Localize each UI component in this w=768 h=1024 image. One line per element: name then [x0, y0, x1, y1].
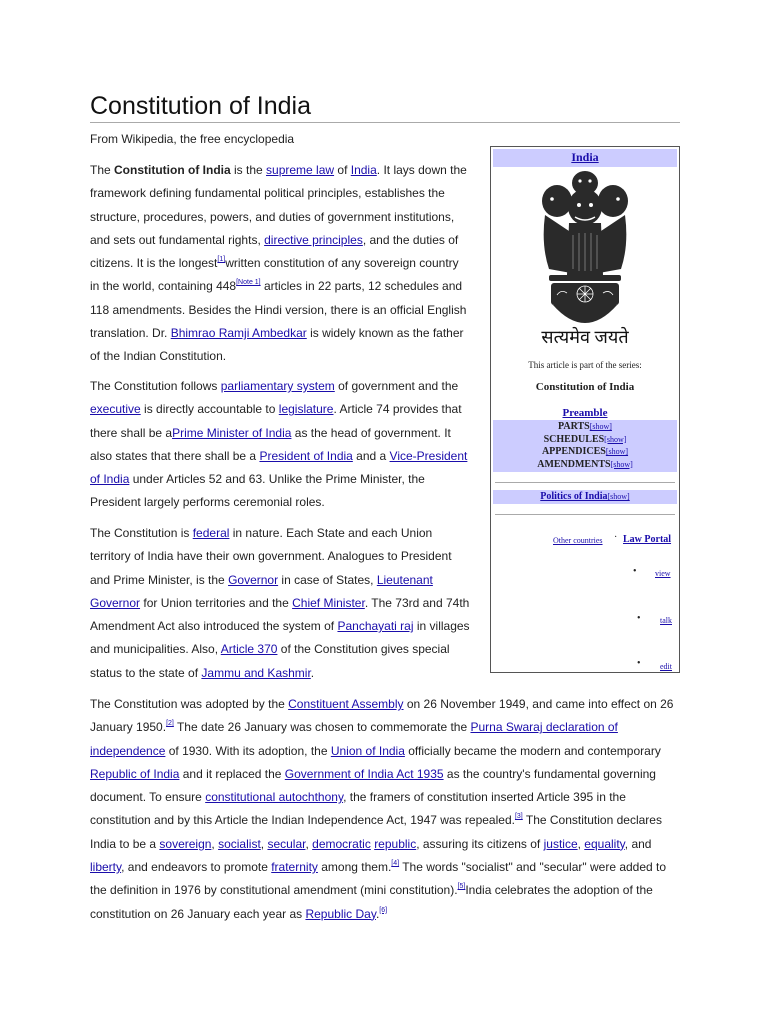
- link-fraternity[interactable]: fraternity: [271, 860, 318, 875]
- title-divider: [90, 122, 680, 123]
- politics-row: [493, 490, 677, 504]
- link-vice-president[interactable]: Vice-President of India: [90, 448, 468, 487]
- page-title: Constitution of India: [90, 92, 311, 120]
- bullet-icon: •: [633, 566, 637, 577]
- navbox-sections: [493, 420, 677, 472]
- link-lieutenant-governor[interactable]: Lieutenant Governor: [90, 572, 433, 610]
- link-sovereign[interactable]: sovereign: [159, 836, 212, 851]
- citation-5[interactable]: [5]: [457, 883, 466, 891]
- bullet-icon: •: [637, 613, 641, 624]
- federal-paragraph: The Constitution is federal in nature. Each State and each Union territory of India have their own government. Analogues to President and Prime Minister, is the Governor in case of States, Lieutenant Governor for Union territories and the Chief Minister. The 73rd and 74th Amendment Act also introduced the system of Panchayati raj in villages and municipalities. Also, Article 370 of the Constitution gives special status to the state of Jammu and Kashmir.: [90, 526, 470, 680]
- show-toggle-appendices[interactable]: [show]: [605, 447, 629, 456]
- show-toggle-politics[interactable]: [show]: [607, 492, 630, 501]
- link-federal[interactable]: federal: [192, 526, 230, 540]
- link-prime-minister[interactable]: Prime Minister of India: [172, 425, 292, 440]
- navbox-row-parts: PARTS[show]: [558, 421, 612, 432]
- link-constitutional-autochthony[interactable]: constitutional autochthony: [205, 790, 344, 805]
- bullet-icon: •: [637, 658, 641, 669]
- national-motto: सत्यमेव जयते: [541, 327, 629, 347]
- link-chief-minister[interactable]: Chief Minister: [292, 595, 365, 610]
- government-paragraph: The Constitution follows parliamentary system of government and the executive is directly accountable to legislature. Article 74 provides that there shall be aPrime Minister of India as the head of government. It also states that there shall be a President of India and a Vice-President of India under Articles 52 and 63. Unlike the Prime Minister, the President largely performs ceremonial roles.: [90, 379, 468, 510]
- link-legislature[interactable]: legislature: [278, 402, 334, 417]
- link-democratic[interactable]: democratic: [312, 836, 371, 851]
- link-governor[interactable]: Governor: [228, 572, 279, 587]
- link-india[interactable]: India: [350, 163, 377, 177]
- citation-2[interactable]: [2]: [166, 720, 174, 728]
- link-republic-of-india[interactable]: Republic of India: [90, 766, 180, 781]
- citation-note-1[interactable]: [Note 1]: [236, 279, 261, 287]
- link-constituent-assembly[interactable]: Constituent Assembly: [288, 697, 404, 711]
- link-executive[interactable]: executive: [90, 402, 141, 417]
- link-purna-swaraj[interactable]: Purna Swaraj declaration of independence: [90, 720, 618, 758]
- other-countries-link[interactable]: Other countries: [553, 536, 603, 545]
- show-toggle-schedules[interactable]: [show]: [604, 434, 627, 444]
- preamble-link[interactable]: Preamble: [562, 407, 608, 419]
- navbox-row-amendments: AMENDMENTS[show]: [537, 458, 633, 470]
- intro-paragraph: The Constitution of India is the supreme law of India. It lays down the framework defining fundamental political principles, establishes the structure, procedures, powers, and duties of government institutions, and sets out fundamental rights, directive principles, and the duties of citizens. It is the longest[1]written constitution of any sovereign country in the world, containing 448[Note 1] articles in 22 parts, 12 schedules and 118 amendments. Besides the Hindi version, there is an official English translation. Dr. Bhimrao Ramji Ambedkar is widely known as the father of the Indian Constitution.: [90, 163, 467, 364]
- lion-capital-emblem-icon: [531, 165, 639, 345]
- link-union-of-india[interactable]: Union of India: [330, 743, 405, 758]
- link-goi-act-1935[interactable]: Government of India Act 1935: [284, 766, 444, 781]
- infobox-divider: [495, 482, 675, 483]
- view-template-link[interactable]: view: [655, 569, 671, 578]
- talk-template-link[interactable]: talk: [660, 616, 672, 625]
- page-tagline: From Wikipedia, the free encyclopedia: [90, 132, 295, 146]
- series-caption: This article is part of the series:: [528, 360, 642, 370]
- citation-4[interactable]: [4]: [391, 860, 400, 868]
- link-directive-principles[interactable]: directive principles: [264, 232, 363, 247]
- series-title: Constitution of India: [535, 381, 635, 393]
- infobox-india-link[interactable]: India: [571, 150, 599, 164]
- link-republic-day[interactable]: Republic Day: [305, 906, 376, 921]
- link-republic[interactable]: republic: [374, 836, 417, 851]
- link-panchayati-raj[interactable]: Panchayati raj: [337, 619, 414, 634]
- series-infobox: [490, 146, 680, 673]
- article-subject: Constitution of India: [114, 163, 231, 177]
- navbox-row-appendices: APPENDICES[show]: [541, 446, 629, 457]
- link-parliamentary-system[interactable]: parliamentary system: [220, 379, 335, 393]
- adoption-paragraph: The Constitution was adopted by the Constituent Assembly on 26 November 1949, and came into effect on 26 January 1950.[2] The date 26 January was chosen to commemorate the Purna Swaraj declaration of independence of 1930. With its adoption, the Union of India officially became the modern and contemporary Republic of India and it replaced the Government of India Act 1935 as the country's fundamental governing document. To ensure constitutional autochthony, the framers of constitution inserted Article 395 in the constitution and by this Article the Indian Independence Act, 1947 was repealed.[3] The Constitution declares India to be a sovereign, socialist, secular, democratic republic, assuring its citizens of justice, equality, and liberty, and endeavors to promote fraternity among them.[4] The words "socialist" and "secular" were added to the definition in 1976 by constitutional amendment (mini constitution).[5]India celebrates the adoption of the constitution on 26 January each year as Republic Day.[6]: [90, 697, 674, 921]
- link-supreme-law[interactable]: supreme law: [266, 163, 335, 177]
- law-portal-link[interactable]: Law Portal: [623, 534, 672, 545]
- link-ambedkar[interactable]: Bhimrao Ramji Ambedkar: [170, 326, 307, 341]
- link-jammu-kashmir[interactable]: Jammu and Kashmir: [201, 665, 311, 680]
- link-socialist[interactable]: socialist: [218, 836, 261, 851]
- show-toggle-amendments[interactable]: [show]: [610, 459, 633, 469]
- link-article-370[interactable]: Article 370: [220, 642, 278, 657]
- link-secular[interactable]: secular: [267, 836, 306, 851]
- infobox-divider: [495, 514, 675, 515]
- link-president[interactable]: President of India: [259, 448, 353, 463]
- link-equality[interactable]: equality: [584, 836, 625, 851]
- navbox-row-schedules: SCHEDULES[show]: [543, 433, 627, 445]
- edit-template-link[interactable]: edit: [660, 662, 672, 671]
- link-liberty[interactable]: liberty: [90, 860, 122, 875]
- preamble-item: [491, 407, 679, 419]
- politics-of-india-link[interactable]: Politics of India: [540, 491, 608, 502]
- show-toggle-parts[interactable]: [show]: [589, 422, 612, 431]
- link-justice[interactable]: justice: [543, 836, 578, 851]
- citation-3[interactable]: [3]: [514, 813, 523, 821]
- citation-1[interactable]: [1]: [217, 256, 226, 264]
- separator-dot: ·: [614, 532, 618, 543]
- citation-6[interactable]: [6]: [379, 906, 388, 914]
